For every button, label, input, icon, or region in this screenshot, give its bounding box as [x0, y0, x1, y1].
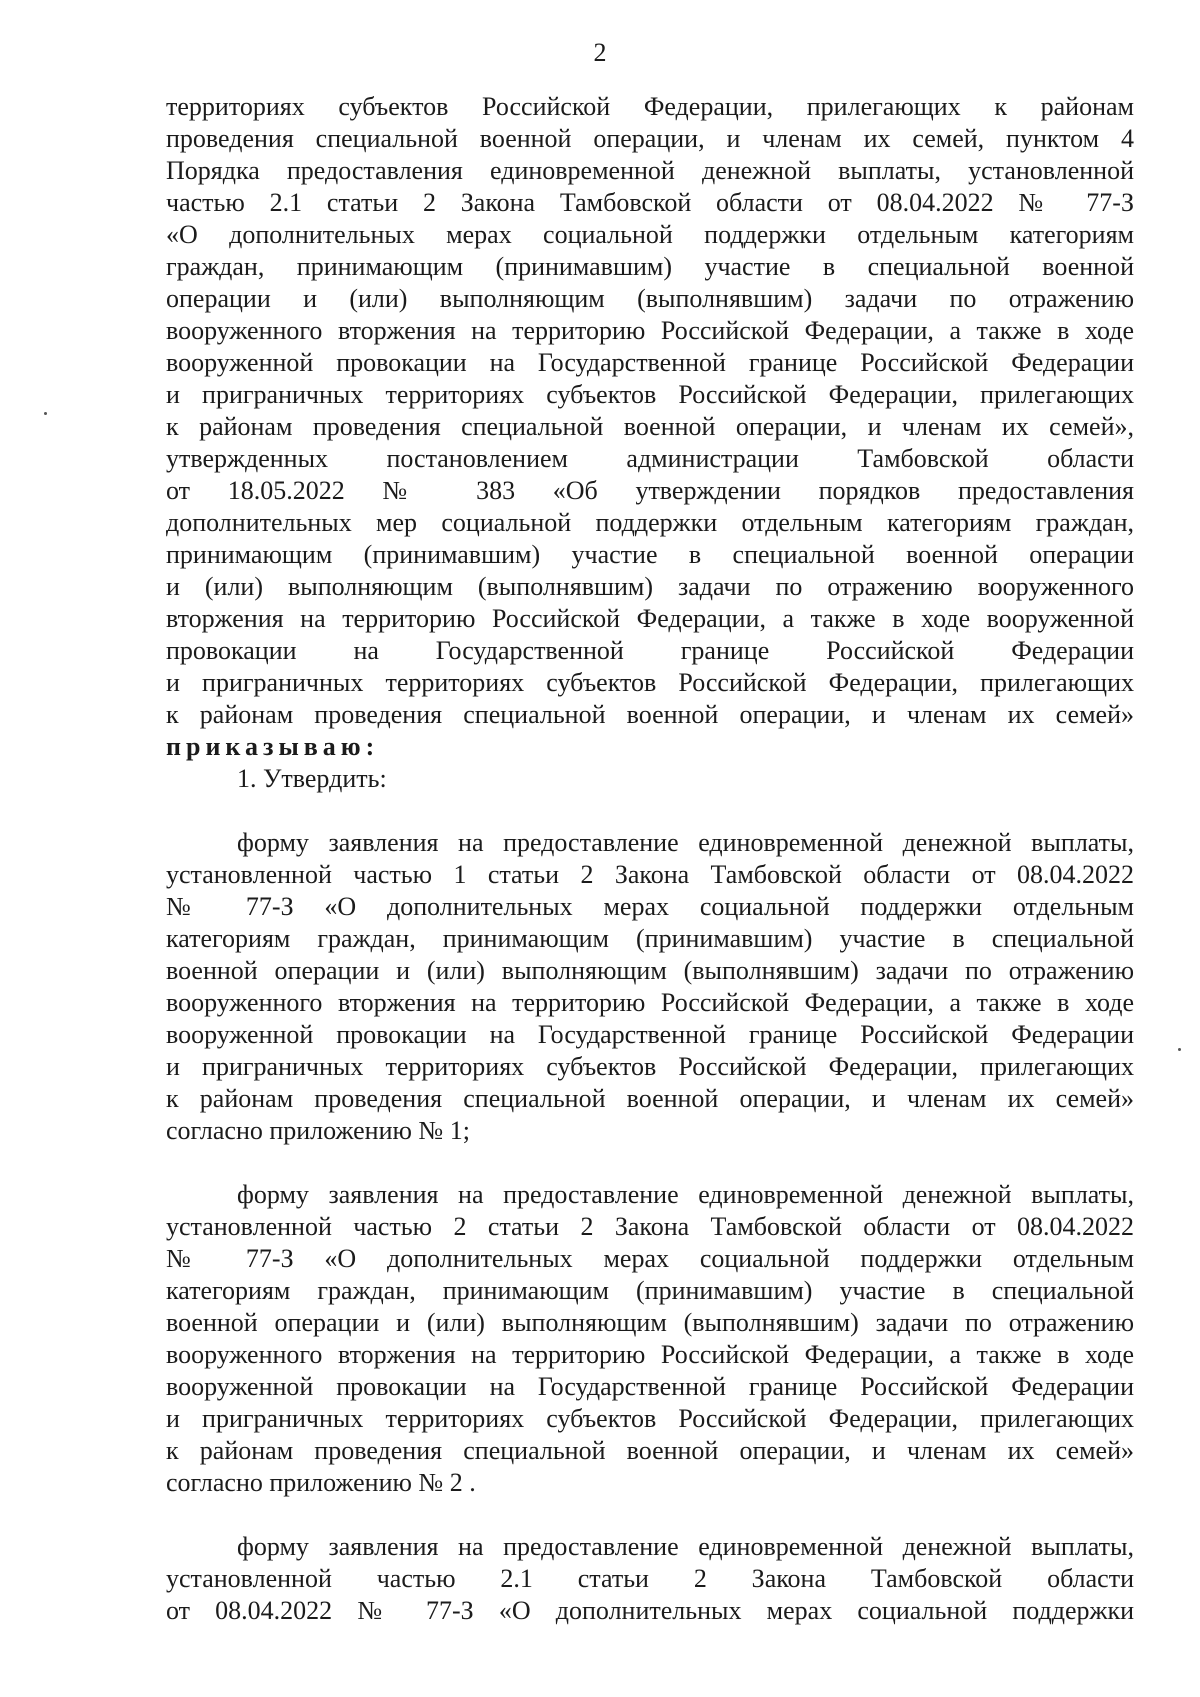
text-line: военной операции и (или) выполняющим (выполнявшим) задачи по отражению	[166, 956, 1134, 985]
page-number: 2	[593, 38, 607, 67]
text-line: и приграничных территориях субъектов Российской Федерации, прилегающих	[166, 1404, 1134, 1433]
text-line: вооруженной провокации на Государственной границе Российской Федерации	[166, 1020, 1134, 1049]
text-line: к районам проведения специальной военной операции, и членам их семей»	[166, 1084, 1134, 1113]
text-line: частью 2.1 статьи 2 Закона Тамбовской области от 08.04.2022 № 77-З	[166, 188, 1134, 217]
text-line: вторжения на территорию Российской Федерации, а также в ходе вооруженной	[166, 604, 1134, 633]
text-line: «О дополнительных мерах социальной поддержки отдельным категориям	[166, 220, 1134, 249]
text-line: вооруженного вторжения на территорию Российской Федерации, а также в ходе	[166, 316, 1134, 345]
text-line: и приграничных территориях субъектов Российской Федерации, прилегающих	[166, 380, 1134, 409]
text-line: установленной частью 1 статьи 2 Закона Тамбовской области от 08.04.2022	[166, 860, 1134, 889]
text-line: граждан, принимающим (принимавшим) участие в специальной военной	[166, 252, 1134, 281]
text-line: форму заявления на предоставление единовременной денежной выплаты,	[237, 828, 1134, 857]
text-line: Порядка предоставления единовременной денежной выплаты, установленной	[166, 156, 1134, 185]
scan-speck	[1178, 1048, 1181, 1051]
text-line: форму заявления на предоставление единовременной денежной выплаты,	[237, 1532, 1134, 1561]
text-line: территориях субъектов Российской Федерации, прилегающих к районам	[166, 92, 1134, 121]
text-line: форму заявления на предоставление единовременной денежной выплаты,	[237, 1180, 1134, 1209]
text-line: вооруженной провокации на Государственной границе Российской Федерации	[166, 1372, 1134, 1401]
text-line: провокации на Государственной границе Российской Федерации	[166, 636, 1134, 665]
text-line: от 18.05.2022 № 383 «Об утверждении порядков предоставления	[166, 476, 1134, 505]
text-line: категориям граждан, принимающим (принимавшим) участие в специальной	[166, 924, 1134, 953]
text-line: к районам проведения специальной военной операции, и членам их семей»	[166, 1436, 1134, 1465]
text-line: вооруженной провокации на Государственной границе Российской Федерации	[166, 348, 1134, 377]
text-line: к районам проведения специальной военной операции, и членам их семей»	[166, 700, 1134, 729]
order-word: приказываю:	[166, 732, 380, 761]
text-line: принимающим (принимавшим) участие в специальной военной операции	[166, 540, 1134, 569]
text-line: № 77-З «О дополнительных мерах социальной поддержки отдельным	[166, 892, 1134, 921]
text-line: и (или) выполняющим (выполнявшим) задачи по отражению вооруженного	[166, 572, 1134, 601]
text-line: установленной частью 2.1 статьи 2 Закона Тамбовской области	[166, 1564, 1134, 1593]
text-line: проведения специальной военной операции, и членам их семей, пунктом 4	[166, 124, 1134, 153]
text-line: операции и (или) выполняющим (выполнявшим) задачи по отражению	[166, 284, 1134, 313]
text-line: согласно приложению № 1;	[166, 1116, 470, 1145]
text-line: от 08.04.2022 № 77-З «О дополнительных мерах социальной поддержки	[166, 1596, 1134, 1625]
text-line: согласно приложению № 2 .	[166, 1468, 476, 1497]
text-line: утвержденных постановлением администрации Тамбовской области	[166, 444, 1134, 473]
text-line: категориям граждан, принимающим (принимавшим) участие в специальной	[166, 1276, 1134, 1305]
text-line: к районам проведения специальной военной операции, и членам их семей»,	[166, 412, 1134, 441]
text-line: и приграничных территориях субъектов Российской Федерации, прилегающих	[166, 1052, 1134, 1081]
text-line: дополнительных мер социальной поддержки отдельным категориям граждан,	[166, 508, 1134, 537]
text-line: вооруженного вторжения на территорию Российской Федерации, а также в ходе	[166, 988, 1134, 1017]
text-line: и приграничных территориях субъектов Российской Федерации, прилегающих	[166, 668, 1134, 697]
text-line: вооруженного вторжения на территорию Российской Федерации, а также в ходе	[166, 1340, 1134, 1369]
text-line: № 77-З «О дополнительных мерах социальной поддержки отдельным	[166, 1244, 1134, 1273]
item-1-heading: 1. Утвердить:	[237, 764, 387, 793]
scan-speck	[44, 412, 47, 415]
text-line: военной операции и (или) выполняющим (выполнявшим) задачи по отражению	[166, 1308, 1134, 1337]
text-line: установленной частью 2 статьи 2 Закона Тамбовской области от 08.04.2022	[166, 1212, 1134, 1241]
